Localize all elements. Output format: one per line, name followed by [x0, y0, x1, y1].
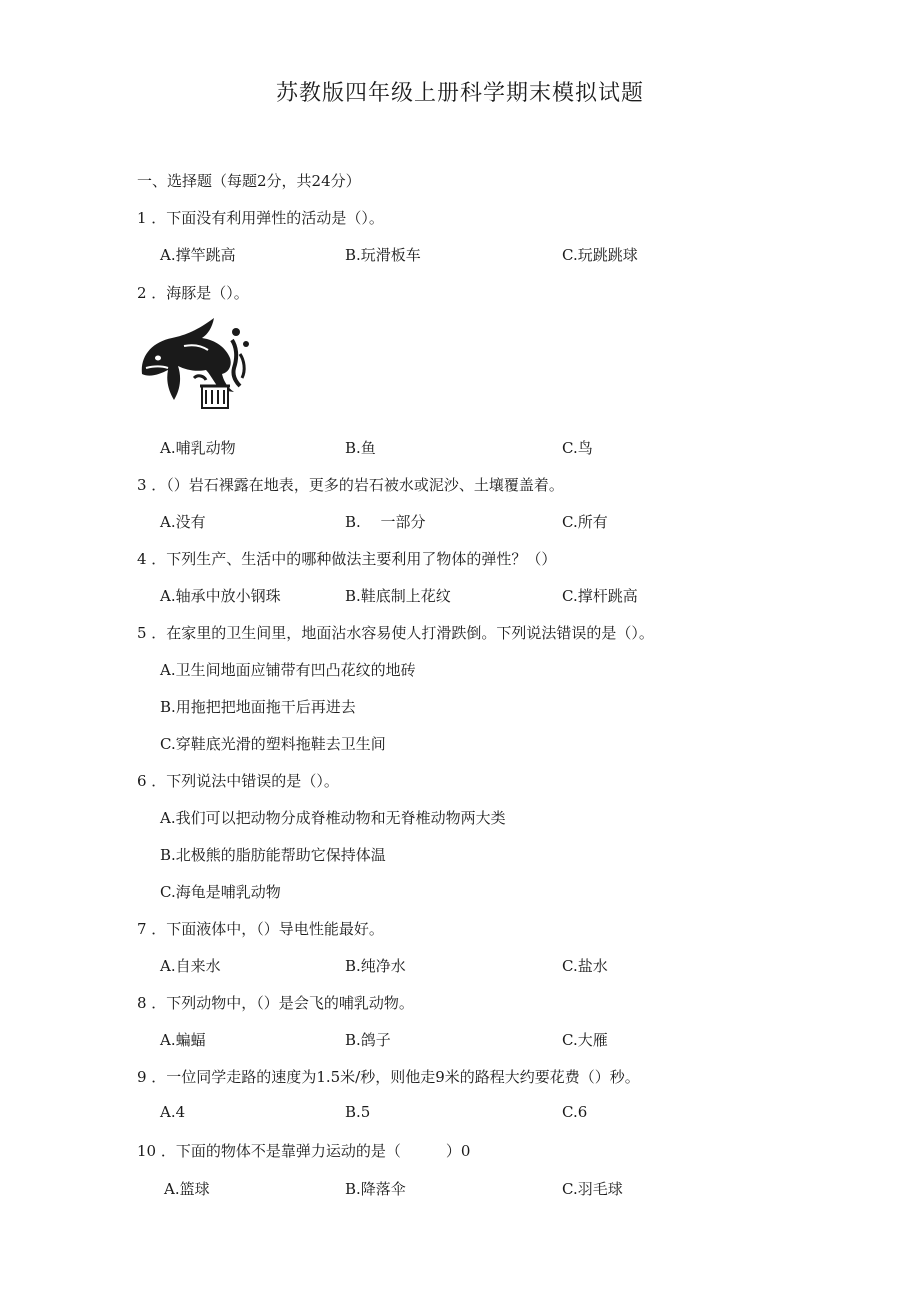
q1-option-c: C.玩跳跳球 [562, 246, 638, 264]
q9-option-b: B.5 [345, 1103, 371, 1121]
q3-option-a: A.没有 [160, 513, 206, 531]
question-9: 9 ．一位同学走路的速度为1.5米/秒，则他走9米的路程大约要花费（）秒。 [137, 1068, 640, 1086]
q7-option-b: B.纯净水 [345, 957, 406, 975]
q1-option-a: A.撑竿跳高 [160, 246, 236, 264]
q10-option-b: B.降落伞 [345, 1180, 406, 1198]
question-3: 3 ．（）岩石裸露在地表，更多的岩石被水或泥沙、土壤覆盖着。 [137, 476, 564, 494]
question-6: 6 ．下列说法中错误的是（）。 [137, 772, 339, 790]
q2-option-c: C.鸟 [562, 439, 593, 457]
q3-option-c: C.所有 [562, 513, 608, 531]
question-10: 10 ．下面的物体不是靠弹力运动的是（ ）0 [137, 1142, 471, 1160]
q4-option-a: A.轴承中放小钢珠 [160, 587, 281, 605]
q2-option-b: B.鱼 [345, 439, 376, 457]
q5-option-a: A.卫生间地面应铺带有凹凸花纹的地砖 [160, 661, 416, 679]
q8-option-a: A.蝙蝠 [160, 1031, 206, 1049]
section-heading: 一、选择题（每题2分，共24分） [137, 172, 361, 190]
q6-option-c: C.海龟是哺乳动物 [160, 883, 281, 901]
q6-option-b: B.北极熊的脂肪能帮助它保持体温 [160, 846, 386, 864]
q7-option-c: C.盐水 [562, 957, 608, 975]
q8-option-b: B.鸽子 [345, 1031, 391, 1049]
q4-option-c: C.撑杆跳高 [562, 587, 638, 605]
page-title: 苏教版四年级上册科学期末模拟试题 [275, 81, 644, 106]
q5-option-c: C.穿鞋底光滑的塑料拖鞋去卫生间 [160, 735, 386, 753]
q9-option-c: C.6 [562, 1103, 588, 1121]
q8-option-c: C.大雁 [562, 1031, 608, 1049]
question-1: 1 ．下面没有利用弹性的活动是（）。 [137, 209, 384, 227]
q7-option-a: A.自来水 [160, 957, 221, 975]
q9-option-a: A.4 [160, 1103, 186, 1121]
q4-option-b: B.鞋底制上花纹 [345, 587, 451, 605]
q6-option-a: A.我们可以把动物分成脊椎动物和无脊椎动物两大类 [160, 809, 506, 827]
question-8: 8 ．下列动物中，（）是会飞的哺乳动物。 [137, 994, 414, 1012]
q2-option-a: A.哺乳动物 [160, 439, 236, 457]
q1-option-b: B.玩滑板车 [345, 246, 421, 264]
question-2: 2 ．海豚是（）。 [137, 284, 249, 302]
q10-option-c: C.羽毛球 [562, 1180, 623, 1198]
question-5: 5 ．在家里的卫生间里，地面沾水容易使人打滑跌倒。下列说法错误的是（）。 [137, 624, 654, 642]
question-4: 4 ．下列生产、生活中的哪种做法主要利用了物体的弹性？（） [137, 550, 557, 568]
question-7: 7 ．下面液体中，（）导电性能最好。 [137, 920, 384, 938]
q3-option-b: B. 一部分 [345, 513, 426, 531]
q5-option-b: B.用拖把把地面拖干后再进去 [160, 698, 356, 716]
dolphin-illustration [136, 316, 252, 416]
q10-option-a: A.篮球 [164, 1180, 210, 1198]
